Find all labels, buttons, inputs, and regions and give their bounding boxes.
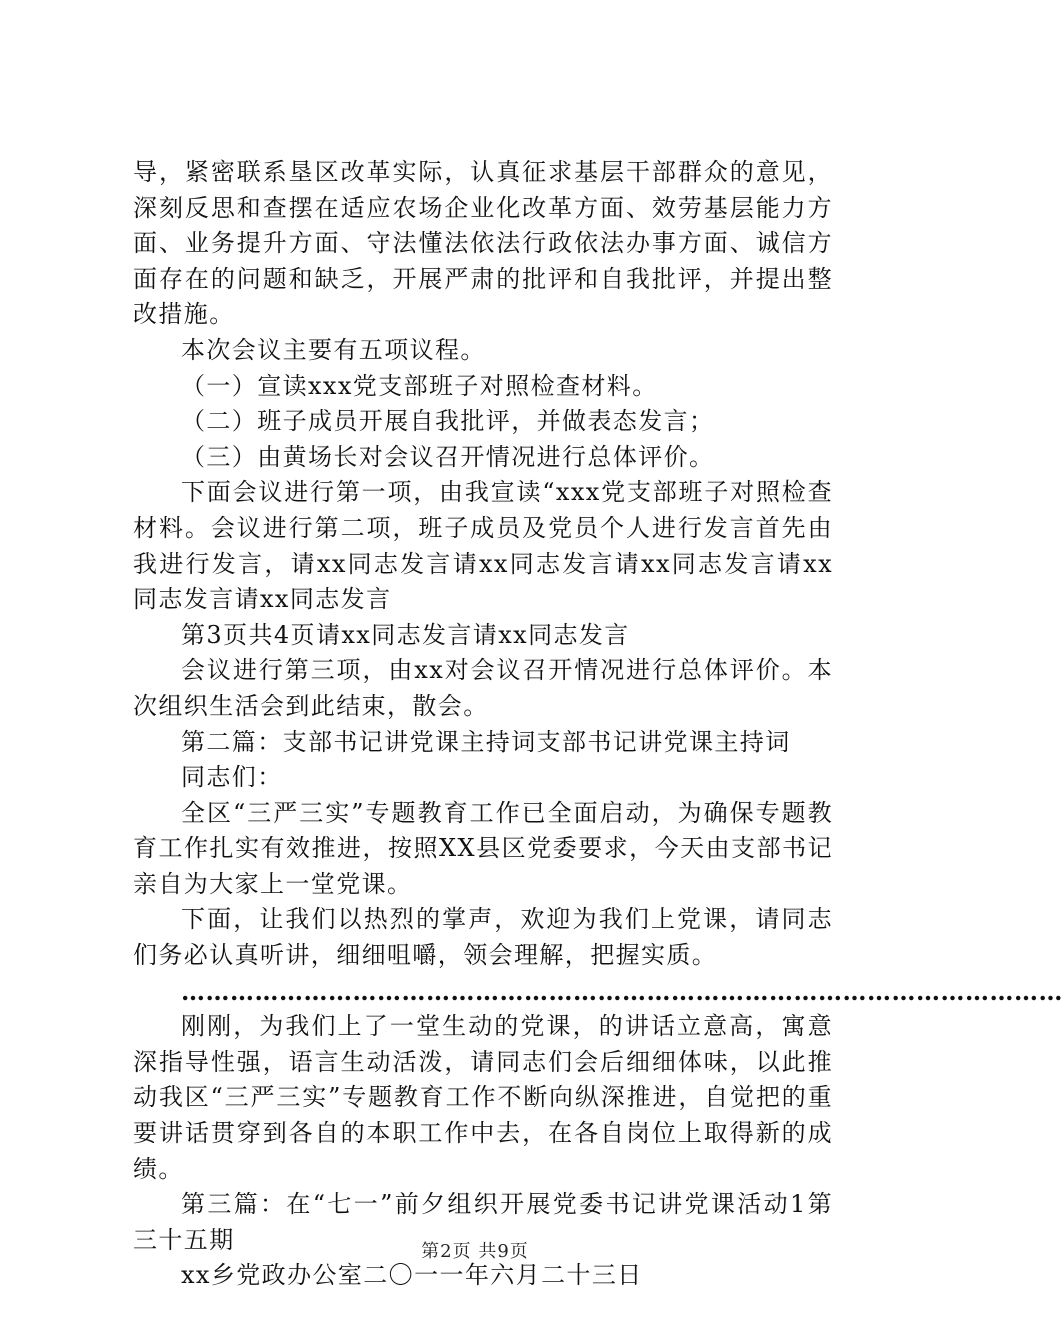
paragraph-closing-remarks: 刚刚，为我们上了一堂生动的党课，的讲话立意高，寓意深指导性强，语言生动活泼，请同志们会后细细体味，以此推动我区“三严三实”专题教育工作不断向纵深推进，自觉把的重要讲话贯穿到各自的本职工作中去，在各自岗位上取得新的成绩。 — [133, 1012, 833, 1183]
ellipsis-divider: ……………………………………………………………………………………………… — [181, 976, 1063, 1006]
paragraph-page-note: 第3页共4页请xx同志发言请xx同志发言 — [181, 620, 630, 649]
paragraph-third-item: 会议进行第三项，由xx对会议召开情况进行总体评价。本次组织生活会到此结束，散会。 — [133, 656, 833, 720]
section-heading-2: 第二篇：支部书记讲党课主持词支部书记讲党课主持词 — [181, 727, 791, 756]
paragraph-continuation: 导，紧密联系垦区改革实际，认真征求基层干部群众的意见，深刻反思和查摆在适应农场企业化改革方面、效劳基层能力方面、业务提升方面、守法懂法依法行政依法办事方面、诚信方面存在的问题和缺乏，开展严肃的批评和自我批评，并提出整改措施。 — [133, 158, 833, 329]
paragraph-agenda-item-1: （一）宣读xxx党支部班子对照检查材料。 — [181, 371, 658, 400]
document-body — [133, 155, 1063, 1294]
paragraph-education-intro: 全区“三严三实”专题教育工作已全面启动，为确保专题教育工作扎实有效推进，按照XX县区党委要求，今天由支部书记亲自为大家上一堂党课。 — [133, 798, 833, 898]
paragraph-agenda-item-2: （二）班子成员开展自我批评，并做表态发言； — [181, 407, 715, 436]
paragraph-agenda-item-3: （三）由黄场长对会议召开情况进行总体评价。 — [181, 442, 715, 471]
page-footer: 第2页 共9页 — [421, 1241, 529, 1262]
paragraph-agenda-intro: 本次会议主要有五项议程。 — [181, 335, 486, 364]
paragraph-greeting: 同志们： — [181, 763, 283, 792]
paragraph-first-item: 下面会议进行第一项，由我宣读“xxx党支部班子对照检查材料。会议进行第二项，班子成员及党员个人进行发言首先由我进行发言，请xx同志发言请xx同志发言请xx同志发言请xx同志发言请xx同志发言 — [133, 478, 833, 614]
section-heading-3: 第三篇：在“七一”前夕组织开展党委书记讲党课活动1第三十五期 — [133, 1190, 833, 1254]
paragraph-welcome: 下面，让我们以热烈的掌声，欢迎为我们上党课，请同志们务必认真听讲，细细咀嚼，领会理解，把握实质。 — [133, 905, 833, 970]
paragraph-issuer-date: xx乡党政办公室二〇一一年六月二十三日 — [181, 1261, 643, 1290]
